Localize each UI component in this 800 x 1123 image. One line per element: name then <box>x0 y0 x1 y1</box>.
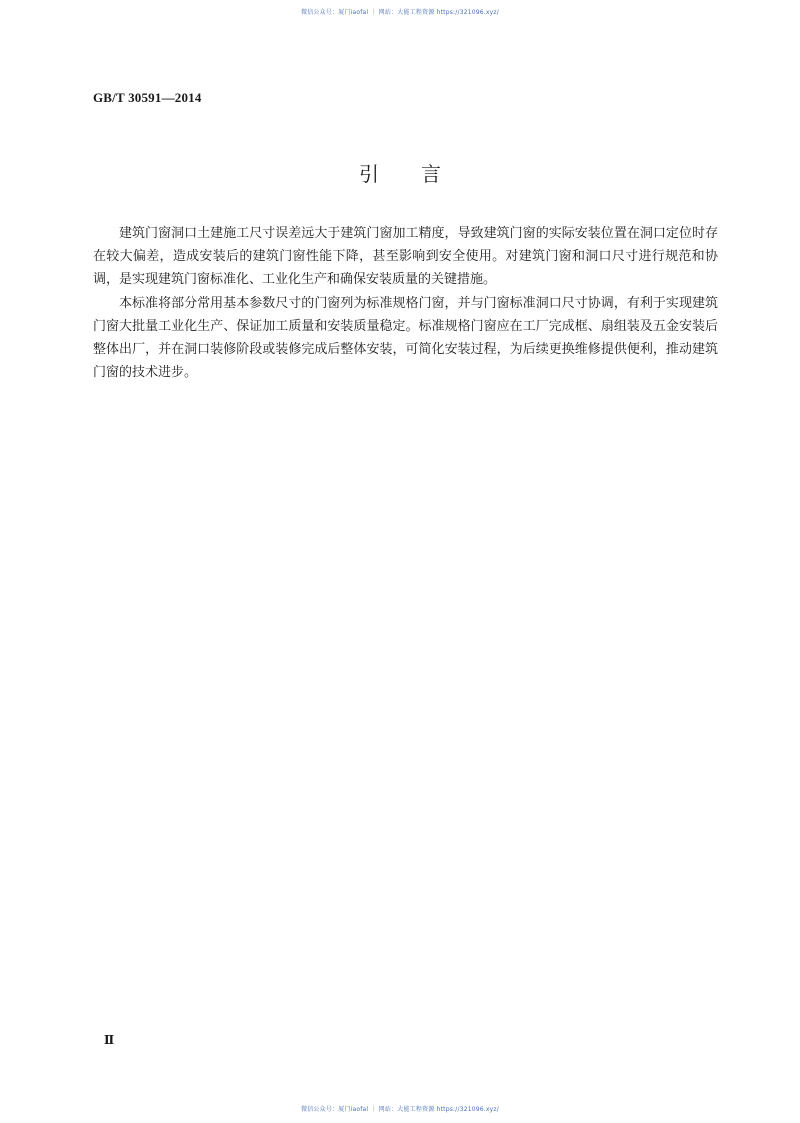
page-number: Ⅱ <box>104 1033 115 1047</box>
body-text <box>93 222 718 384</box>
top-watermark: 微信公众号：厦门iaofal ｜ 网站：大能工程资源 https://321096.xyz/ <box>301 9 499 16</box>
bottom-watermark: 微信公众号：厦门iaofal ｜ 网站：大能工程资源 https://321096.xyz/ <box>301 1106 499 1113</box>
paragraph-1: 建筑门窗洞口土建施工尺寸误差远大于建筑门窗加工精度，导致建筑门窗的实际安装位置在洞口定位时存在较大偏差，造成安装后的建筑门窗性能下降，甚至影响到安全使用。对建筑门窗和洞口尺寸进行规范和协调，是实现建筑门窗标准化、工业化生产和确保安装质量的关键措施。 <box>93 226 718 288</box>
paragraph-2: 本标准将部分常用基本参数尺寸的门窗列为标准规格门窗，并与门窗标准洞口尺寸协调，有利于实现建筑门窗大批量工业化生产、保证加工质量和安装质量稳定。标准规格门窗应在工厂完成框、扇组装及五金安装后整体出厂，并在洞口装修阶段或装修完成后整体安装，可简化安装过程，为后续更换维修提供便利，推动建筑门窗的技术进步。 <box>93 295 718 381</box>
standard-number: GB/T 30591—2014 <box>93 90 202 105</box>
section-title: 引言 <box>359 162 483 186</box>
